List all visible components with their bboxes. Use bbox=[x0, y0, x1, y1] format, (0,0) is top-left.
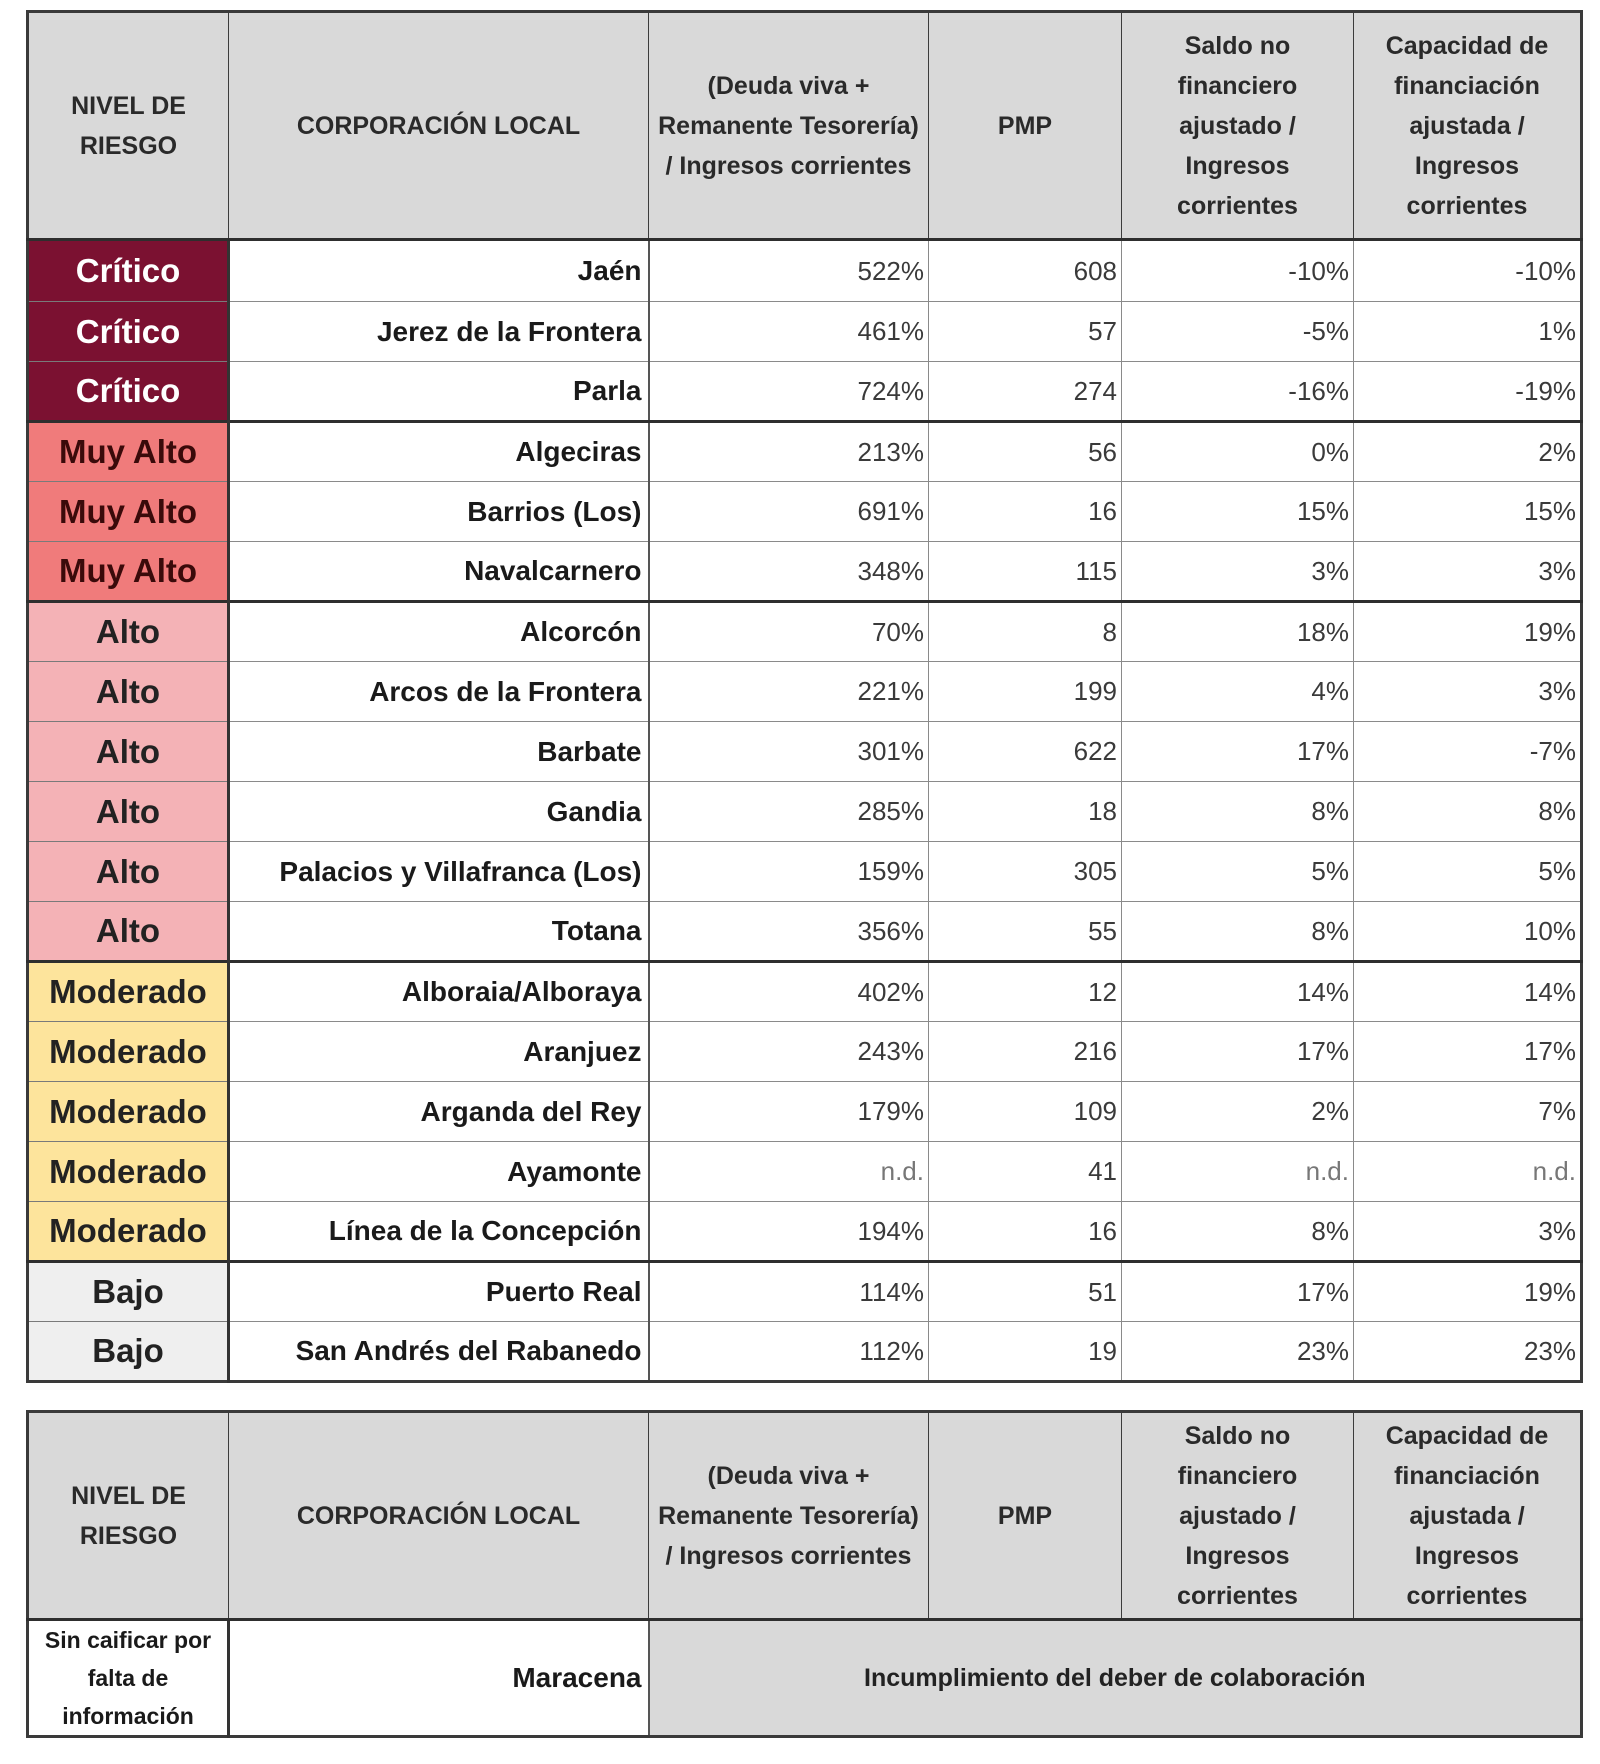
header-deuda-viva: (Deuda viva + Remanente Tesorería) / Ingresos corrientes bbox=[649, 1412, 929, 1620]
deuda-ratio-cell: 159% bbox=[649, 842, 929, 902]
corporacion-cell: Navalcarnero bbox=[229, 542, 649, 602]
saldo-ratio-cell: 8% bbox=[1122, 902, 1354, 962]
saldo-ratio-cell: 23% bbox=[1122, 1322, 1354, 1382]
header-pmp: PMP bbox=[929, 1412, 1122, 1620]
table-header-row bbox=[28, 12, 1582, 240]
table-row bbox=[28, 302, 1582, 362]
nivel-riesgo-cell: Moderado bbox=[28, 1082, 229, 1142]
capacidad-ratio-cell: 2% bbox=[1354, 422, 1582, 482]
header-saldo-no-financiero: Saldo no financiero ajustado / Ingresos corrientes bbox=[1122, 1412, 1354, 1620]
deuda-ratio-cell: 356% bbox=[649, 902, 929, 962]
corporacion-cell: Barbate bbox=[229, 722, 649, 782]
saldo-ratio-cell: -10% bbox=[1122, 240, 1354, 302]
corporacion-cell: Jerez de la Frontera bbox=[229, 302, 649, 362]
table-row bbox=[28, 1082, 1582, 1142]
pmp-cell: 199 bbox=[929, 662, 1122, 722]
corporacion-cell: Maracena bbox=[229, 1620, 649, 1737]
nivel-riesgo-cell: Muy Alto bbox=[28, 422, 229, 482]
nivel-riesgo-cell: Alto bbox=[28, 902, 229, 962]
capacidad-ratio-cell: -7% bbox=[1354, 722, 1582, 782]
unrated-table bbox=[26, 1410, 1583, 1738]
saldo-ratio-cell: 0% bbox=[1122, 422, 1354, 482]
corporacion-cell: Línea de la Concepción bbox=[229, 1202, 649, 1262]
table-row bbox=[28, 1022, 1582, 1082]
deuda-ratio-cell: 402% bbox=[649, 962, 929, 1022]
capacidad-ratio-cell: 10% bbox=[1354, 902, 1582, 962]
corporacion-cell: Palacios y Villafranca (Los) bbox=[229, 842, 649, 902]
capacidad-ratio-cell: n.d. bbox=[1354, 1142, 1582, 1202]
capacidad-ratio-cell: -10% bbox=[1354, 240, 1582, 302]
table-row bbox=[28, 1620, 1582, 1737]
table-row bbox=[28, 902, 1582, 962]
deuda-ratio-cell: 179% bbox=[649, 1082, 929, 1142]
saldo-ratio-cell: 15% bbox=[1122, 482, 1354, 542]
pmp-cell: 56 bbox=[929, 422, 1122, 482]
table-header-row bbox=[28, 1412, 1582, 1620]
saldo-ratio-cell: 3% bbox=[1122, 542, 1354, 602]
nivel-riesgo-cell: Alto bbox=[28, 782, 229, 842]
capacidad-ratio-cell: 3% bbox=[1354, 542, 1582, 602]
saldo-ratio-cell: 17% bbox=[1122, 1022, 1354, 1082]
nivel-riesgo-cell: Muy Alto bbox=[28, 482, 229, 542]
corporacion-cell: Parla bbox=[229, 362, 649, 422]
nivel-riesgo-cell: Moderado bbox=[28, 962, 229, 1022]
deuda-ratio-cell: 243% bbox=[649, 1022, 929, 1082]
incumplimiento-note: Incumplimiento del deber de colaboración bbox=[649, 1620, 1582, 1737]
capacidad-ratio-cell: 3% bbox=[1354, 662, 1582, 722]
deuda-ratio-cell: 285% bbox=[649, 782, 929, 842]
saldo-ratio-cell: 4% bbox=[1122, 662, 1354, 722]
table-row bbox=[28, 842, 1582, 902]
saldo-ratio-cell: 14% bbox=[1122, 962, 1354, 1022]
nivel-riesgo-cell: Crítico bbox=[28, 302, 229, 362]
table-row bbox=[28, 962, 1582, 1022]
header-nivel-riesgo: NIVEL DE RIESGO bbox=[28, 12, 229, 240]
pmp-cell: 109 bbox=[929, 1082, 1122, 1142]
table-row bbox=[28, 662, 1582, 722]
nivel-riesgo-cell: Crítico bbox=[28, 362, 229, 422]
capacidad-ratio-cell: 23% bbox=[1354, 1322, 1582, 1382]
header-nivel-riesgo: NIVEL DE RIESGO bbox=[28, 1412, 229, 1620]
table-row bbox=[28, 782, 1582, 842]
table-row bbox=[28, 722, 1582, 782]
corporacion-cell: Arganda del Rey bbox=[229, 1082, 649, 1142]
table-row bbox=[28, 422, 1582, 482]
capacidad-ratio-cell: 15% bbox=[1354, 482, 1582, 542]
saldo-ratio-cell: 8% bbox=[1122, 1202, 1354, 1262]
table-row bbox=[28, 482, 1582, 542]
nivel-riesgo-cell: Moderado bbox=[28, 1202, 229, 1262]
corporacion-cell: Puerto Real bbox=[229, 1262, 649, 1322]
capacidad-ratio-cell: 19% bbox=[1354, 1262, 1582, 1322]
header-corporacion-local: CORPORACIÓN LOCAL bbox=[229, 1412, 649, 1620]
corporacion-cell: Aranjuez bbox=[229, 1022, 649, 1082]
pmp-cell: 41 bbox=[929, 1142, 1122, 1202]
capacidad-ratio-cell: 19% bbox=[1354, 602, 1582, 662]
deuda-ratio-cell: 112% bbox=[649, 1322, 929, 1382]
pmp-cell: 274 bbox=[929, 362, 1122, 422]
header-pmp: PMP bbox=[929, 12, 1122, 240]
risk-table bbox=[26, 10, 1583, 1383]
corporacion-cell: Barrios (Los) bbox=[229, 482, 649, 542]
deuda-ratio-cell: 348% bbox=[649, 542, 929, 602]
corporacion-cell: Jaén bbox=[229, 240, 649, 302]
table-row bbox=[28, 1262, 1582, 1322]
table-body bbox=[28, 240, 1582, 1382]
header-corporacion-local: CORPORACIÓN LOCAL bbox=[229, 12, 649, 240]
deuda-ratio-cell: 221% bbox=[649, 662, 929, 722]
corporacion-cell: Ayamonte bbox=[229, 1142, 649, 1202]
table-row bbox=[28, 542, 1582, 602]
saldo-ratio-cell: 2% bbox=[1122, 1082, 1354, 1142]
pmp-cell: 608 bbox=[929, 240, 1122, 302]
pmp-cell: 19 bbox=[929, 1322, 1122, 1382]
pmp-cell: 51 bbox=[929, 1262, 1122, 1322]
corporacion-cell: Arcos de la Frontera bbox=[229, 662, 649, 722]
corporacion-cell: Algeciras bbox=[229, 422, 649, 482]
nivel-riesgo-cell: Moderado bbox=[28, 1022, 229, 1082]
header-capacidad-financiacion: Capacidad de financiación ajustada / Ingresos corrientes bbox=[1354, 1412, 1582, 1620]
saldo-ratio-cell: 17% bbox=[1122, 1262, 1354, 1322]
table-row bbox=[28, 1202, 1582, 1262]
saldo-ratio-cell: -16% bbox=[1122, 362, 1354, 422]
pmp-cell: 55 bbox=[929, 902, 1122, 962]
table-row bbox=[28, 240, 1582, 302]
nivel-riesgo-cell: Sin caificar por falta de información bbox=[28, 1620, 229, 1737]
corporacion-cell: San Andrés del Rabanedo bbox=[229, 1322, 649, 1382]
corporacion-cell: Gandia bbox=[229, 782, 649, 842]
deuda-ratio-cell: 70% bbox=[649, 602, 929, 662]
table-row bbox=[28, 362, 1582, 422]
nivel-riesgo-cell: Moderado bbox=[28, 1142, 229, 1202]
header-saldo-no-financiero: Saldo no financiero ajustado / Ingresos corrientes bbox=[1122, 12, 1354, 240]
capacidad-ratio-cell: 3% bbox=[1354, 1202, 1582, 1262]
header-deuda-viva: (Deuda viva + Remanente Tesorería) / Ingresos corrientes bbox=[649, 12, 929, 240]
pmp-cell: 115 bbox=[929, 542, 1122, 602]
capacidad-ratio-cell: 17% bbox=[1354, 1022, 1582, 1082]
pmp-cell: 12 bbox=[929, 962, 1122, 1022]
saldo-ratio-cell: 8% bbox=[1122, 782, 1354, 842]
deuda-ratio-cell: 724% bbox=[649, 362, 929, 422]
nivel-riesgo-cell: Bajo bbox=[28, 1262, 229, 1322]
nivel-riesgo-cell: Alto bbox=[28, 842, 229, 902]
nivel-riesgo-cell: Bajo bbox=[28, 1322, 229, 1382]
header-capacidad-financiacion: Capacidad de financiación ajustada / Ingresos corrientes bbox=[1354, 12, 1582, 240]
saldo-ratio-cell: 5% bbox=[1122, 842, 1354, 902]
saldo-ratio-cell: -5% bbox=[1122, 302, 1354, 362]
deuda-ratio-cell: 522% bbox=[649, 240, 929, 302]
capacidad-ratio-cell: 7% bbox=[1354, 1082, 1582, 1142]
table-row bbox=[28, 1322, 1582, 1382]
capacidad-ratio-cell: 8% bbox=[1354, 782, 1582, 842]
nivel-riesgo-cell: Crítico bbox=[28, 240, 229, 302]
saldo-ratio-cell: 17% bbox=[1122, 722, 1354, 782]
deuda-ratio-cell: 194% bbox=[649, 1202, 929, 1262]
nivel-riesgo-cell: Alto bbox=[28, 602, 229, 662]
pmp-cell: 622 bbox=[929, 722, 1122, 782]
nivel-riesgo-cell: Alto bbox=[28, 722, 229, 782]
table-row bbox=[28, 602, 1582, 662]
deuda-ratio-cell: 461% bbox=[649, 302, 929, 362]
deuda-ratio-cell: 213% bbox=[649, 422, 929, 482]
pmp-cell: 57 bbox=[929, 302, 1122, 362]
nivel-riesgo-cell: Muy Alto bbox=[28, 542, 229, 602]
pmp-cell: 18 bbox=[929, 782, 1122, 842]
capacidad-ratio-cell: 14% bbox=[1354, 962, 1582, 1022]
pmp-cell: 216 bbox=[929, 1022, 1122, 1082]
deuda-ratio-cell: 301% bbox=[649, 722, 929, 782]
table-row bbox=[28, 1142, 1582, 1202]
pmp-cell: 8 bbox=[929, 602, 1122, 662]
capacidad-ratio-cell: -19% bbox=[1354, 362, 1582, 422]
corporacion-cell: Alcorcón bbox=[229, 602, 649, 662]
saldo-ratio-cell: n.d. bbox=[1122, 1142, 1354, 1202]
pmp-cell: 16 bbox=[929, 1202, 1122, 1262]
capacidad-ratio-cell: 5% bbox=[1354, 842, 1582, 902]
deuda-ratio-cell: 691% bbox=[649, 482, 929, 542]
corporacion-cell: Alboraia/Alboraya bbox=[229, 962, 649, 1022]
deuda-ratio-cell: n.d. bbox=[649, 1142, 929, 1202]
corporacion-cell: Totana bbox=[229, 902, 649, 962]
pmp-cell: 16 bbox=[929, 482, 1122, 542]
nivel-riesgo-cell: Alto bbox=[28, 662, 229, 722]
deuda-ratio-cell: 114% bbox=[649, 1262, 929, 1322]
pmp-cell: 305 bbox=[929, 842, 1122, 902]
capacidad-ratio-cell: 1% bbox=[1354, 302, 1582, 362]
saldo-ratio-cell: 18% bbox=[1122, 602, 1354, 662]
